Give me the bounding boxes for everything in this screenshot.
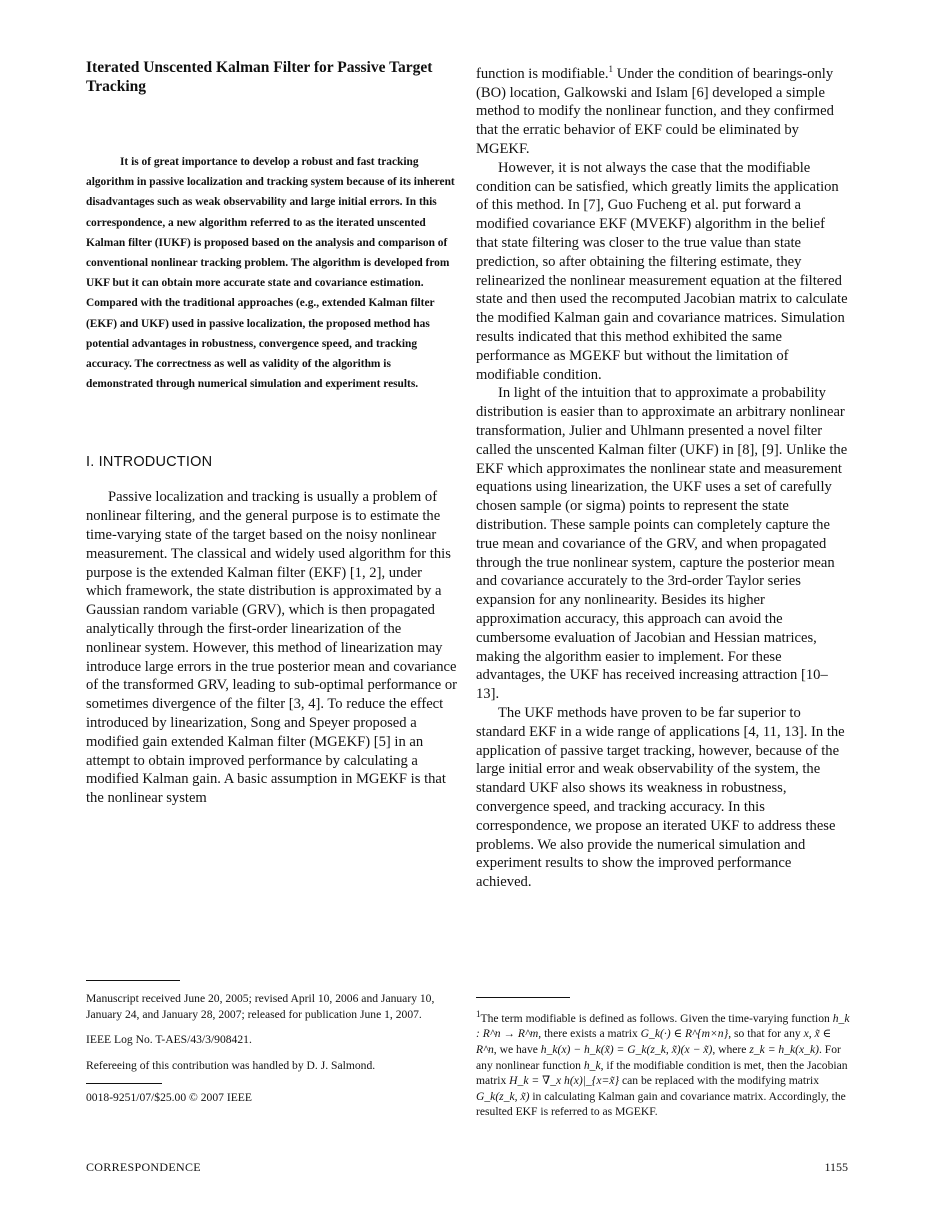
footnote-rule: [86, 1083, 162, 1084]
footnote-ref: 1: [608, 64, 614, 74]
body-paragraph: Passive localization and tracking is usually a problem of nonlinear filtering, and the general purpose is to estimate the time-varying state of the target based on the noisy nonlinear measurement. The classical and widely used algorithm for this purpose is the extended Kalman filter (EKF) [1, 2], under which framework, the state distribution is approximated by a Gaussian random variable (GRV), which is then propagated analytically through the first-order linearization of the nonlinear system. However, this method of linearization may introduce large errors in the true posterior mean and covariance of the transformed GRV, leading to sub-optimal performance or sometimes divergence of the filter [3, 4]. To reduce the effect introduced by linearization, Song and Speyer proposed a modified gain extended Kalman filter (MGEKF) [5] in an attempt to obtain improved performance by calculating a modified Kalman gain. A basic assumption in MGEKF is that the nonlinear system: [86, 489, 458, 807]
copyright-block: [86, 1083, 458, 1106]
right-footnote: [476, 997, 850, 1120]
math: H_k = ∇_x h(x)|_{x=x̃}: [509, 1074, 620, 1088]
left-body: [86, 488, 458, 808]
copyright-line: 0018-9251/07/$25.00 © 2007 IEEE: [86, 1091, 252, 1104]
footnote-rule: [476, 997, 570, 998]
paragraph-rest: Under the condition of bearings-only (BO) location, Galkowski and Islam [6] developed a simple method to modify the nonlinear function, and they confirmed that the erratic behavior of EKF could be eliminated by MGEKF.: [476, 65, 834, 158]
page-number: 1155: [824, 1160, 848, 1174]
left-column: [86, 58, 458, 808]
math: h_k: [583, 1058, 601, 1072]
footnote-text: $^1$The term modifiable is defined as follows. Given the time-varying function h_k : R^n → R^m, there exists a matrix G_k(·) ∈ R^{m×n}, so that for any x, x̃ ∈ R^n, we have h_k(x) − h_k(x̃) = G_k(z_k, x̃)(x − x̃), where z_k = h_k(x_k). For any nonlinear function h_k, if the modifiable condition is met, then the Jacobian matrix H_k = ∇_x h(x)|_{x=x̃} can be replaced with the modifying matrix G_k(z_k, x̃) in calculating Kalman gain and covariance matrix. Accordingly, the resulted EKF is referred to as MGEKF.: [476, 1009, 850, 1119]
paper-title: Iterated Unscented Kalman Filter for Passive Target Tracking: [86, 59, 433, 95]
body-paragraph: In light of the intuition that to approximate a probability distribution is easier than to approximate an arbitrary nonlinear transformation, Julier and Uhlmann presented a novel filter called the unscented Kalman filter (UKF) in [8], [9]. Unlike the EKF which approximates the nonlinear state and measurement equations using linearization, the UKF uses a set of carefully chosen sample (or sigma) points to represent the state distribution. These sample points can completely capture the true mean and covariance of the GRV, and when propagated through the true nonlinear system, capture the posterior mean and covariance accurately to the 3rd-order Taylor series expansion for any nonlinearity. Besides its higher approximation accuracy, this approach can avoid the cumbersome evaluation of Jacobian and Hessian matrices, making the algorithm easier to implement. For these advantages, the UKF has received increasing attraction [10–13].: [476, 385, 848, 703]
referee-note: Refereeing of this contribution was handled by D. J. Salmond.: [86, 1058, 376, 1072]
math: h_k : R^n → R^m: [476, 1011, 850, 1041]
math: h_k(x) − h_k(x̃) = G_k(z_k, x̃)(x − x̃): [540, 1043, 713, 1057]
abstract-text: It is of great importance to develop a robust and fast tracking algorithm in passive localization and tracking system because of its inherent disadvantages such as weak observability and large initial errors. In this correspondence, a new algorithm referred to as the iterated unscented Kalman filter (IUKF) is proposed based on the analysis and comparison of conventional nonlinear tracking problem. The algorithm is developed from UKF but it can obtain more accurate state and covariance estimation. Compared with the traditional approaches (e.g., extended Kalman filter (EKF) and UKF) used in passive localization, the proposed method has potential advantages in robustness, convergence speed, and tracking accuracy. The correctness as well as validity of the algorithm is demonstrated through numerical simulation and experiment results.: [86, 156, 455, 391]
body-paragraph: The UKF methods have proven to be far superior to standard EKF in a wide range of applications [4, 11, 13]. In the application of passive target tracking, however, because of the large initial error and weak observability of the system, the standard UKF also shows its weakness in robustness, convergence speed, and tracking accuracy. In this correspondence, we propose an iterated UKF to address these problems. We also provide the numerical simulation and experiment results to show the improved performance achieved.: [476, 704, 845, 891]
log-number: IEEE Log No. T-AES/43/3/908421.: [86, 1033, 252, 1047]
right-column: [476, 60, 850, 892]
manuscript-note: Manuscript received June 20, 2005; revised April 10, 2006 and January 10, January 24, and January 28, 2007; released for publication June 1, 2007.: [86, 992, 435, 1021]
footnote-rule: [86, 980, 180, 981]
left-footnotes: [86, 980, 458, 1073]
math: G_k(z_k, x̃): [476, 1089, 530, 1103]
paragraph-start: function is modifiable.: [476, 65, 609, 82]
abstract: [86, 152, 458, 394]
body-paragraph: [476, 60, 850, 159]
math: x, x̃ ∈ R^n: [476, 1027, 832, 1057]
running-footer: CORRESPONDENCE: [86, 1160, 201, 1174]
section-heading: I. INTRODUCTION: [86, 454, 213, 471]
math: G_k(·) ∈ R^{m×n}: [640, 1027, 729, 1041]
body-paragraph: However, it is not always the case that the modifiable condition can be satisfied, which greatly limits the application of this method. In [7], Guo Fucheng et al. put forward a modified covariance EKF (MVEKF) algorithm in the belief that state filtering was closer to the true value than state prediction, so after obtaining the filtering estimate, they relinearized the nonlinear measurement equation at the filtered state and then used the recomputed Jacobian matrix to calculate the modified Kalman gain and covariance matrices. Simulation results indicated that this method exhibited the same performance as MGEKF but without the limitation of modifiable condition.: [476, 159, 848, 383]
math: z_k = h_k(x_k): [749, 1043, 819, 1057]
footnote-marker: 1: [476, 1009, 481, 1019]
